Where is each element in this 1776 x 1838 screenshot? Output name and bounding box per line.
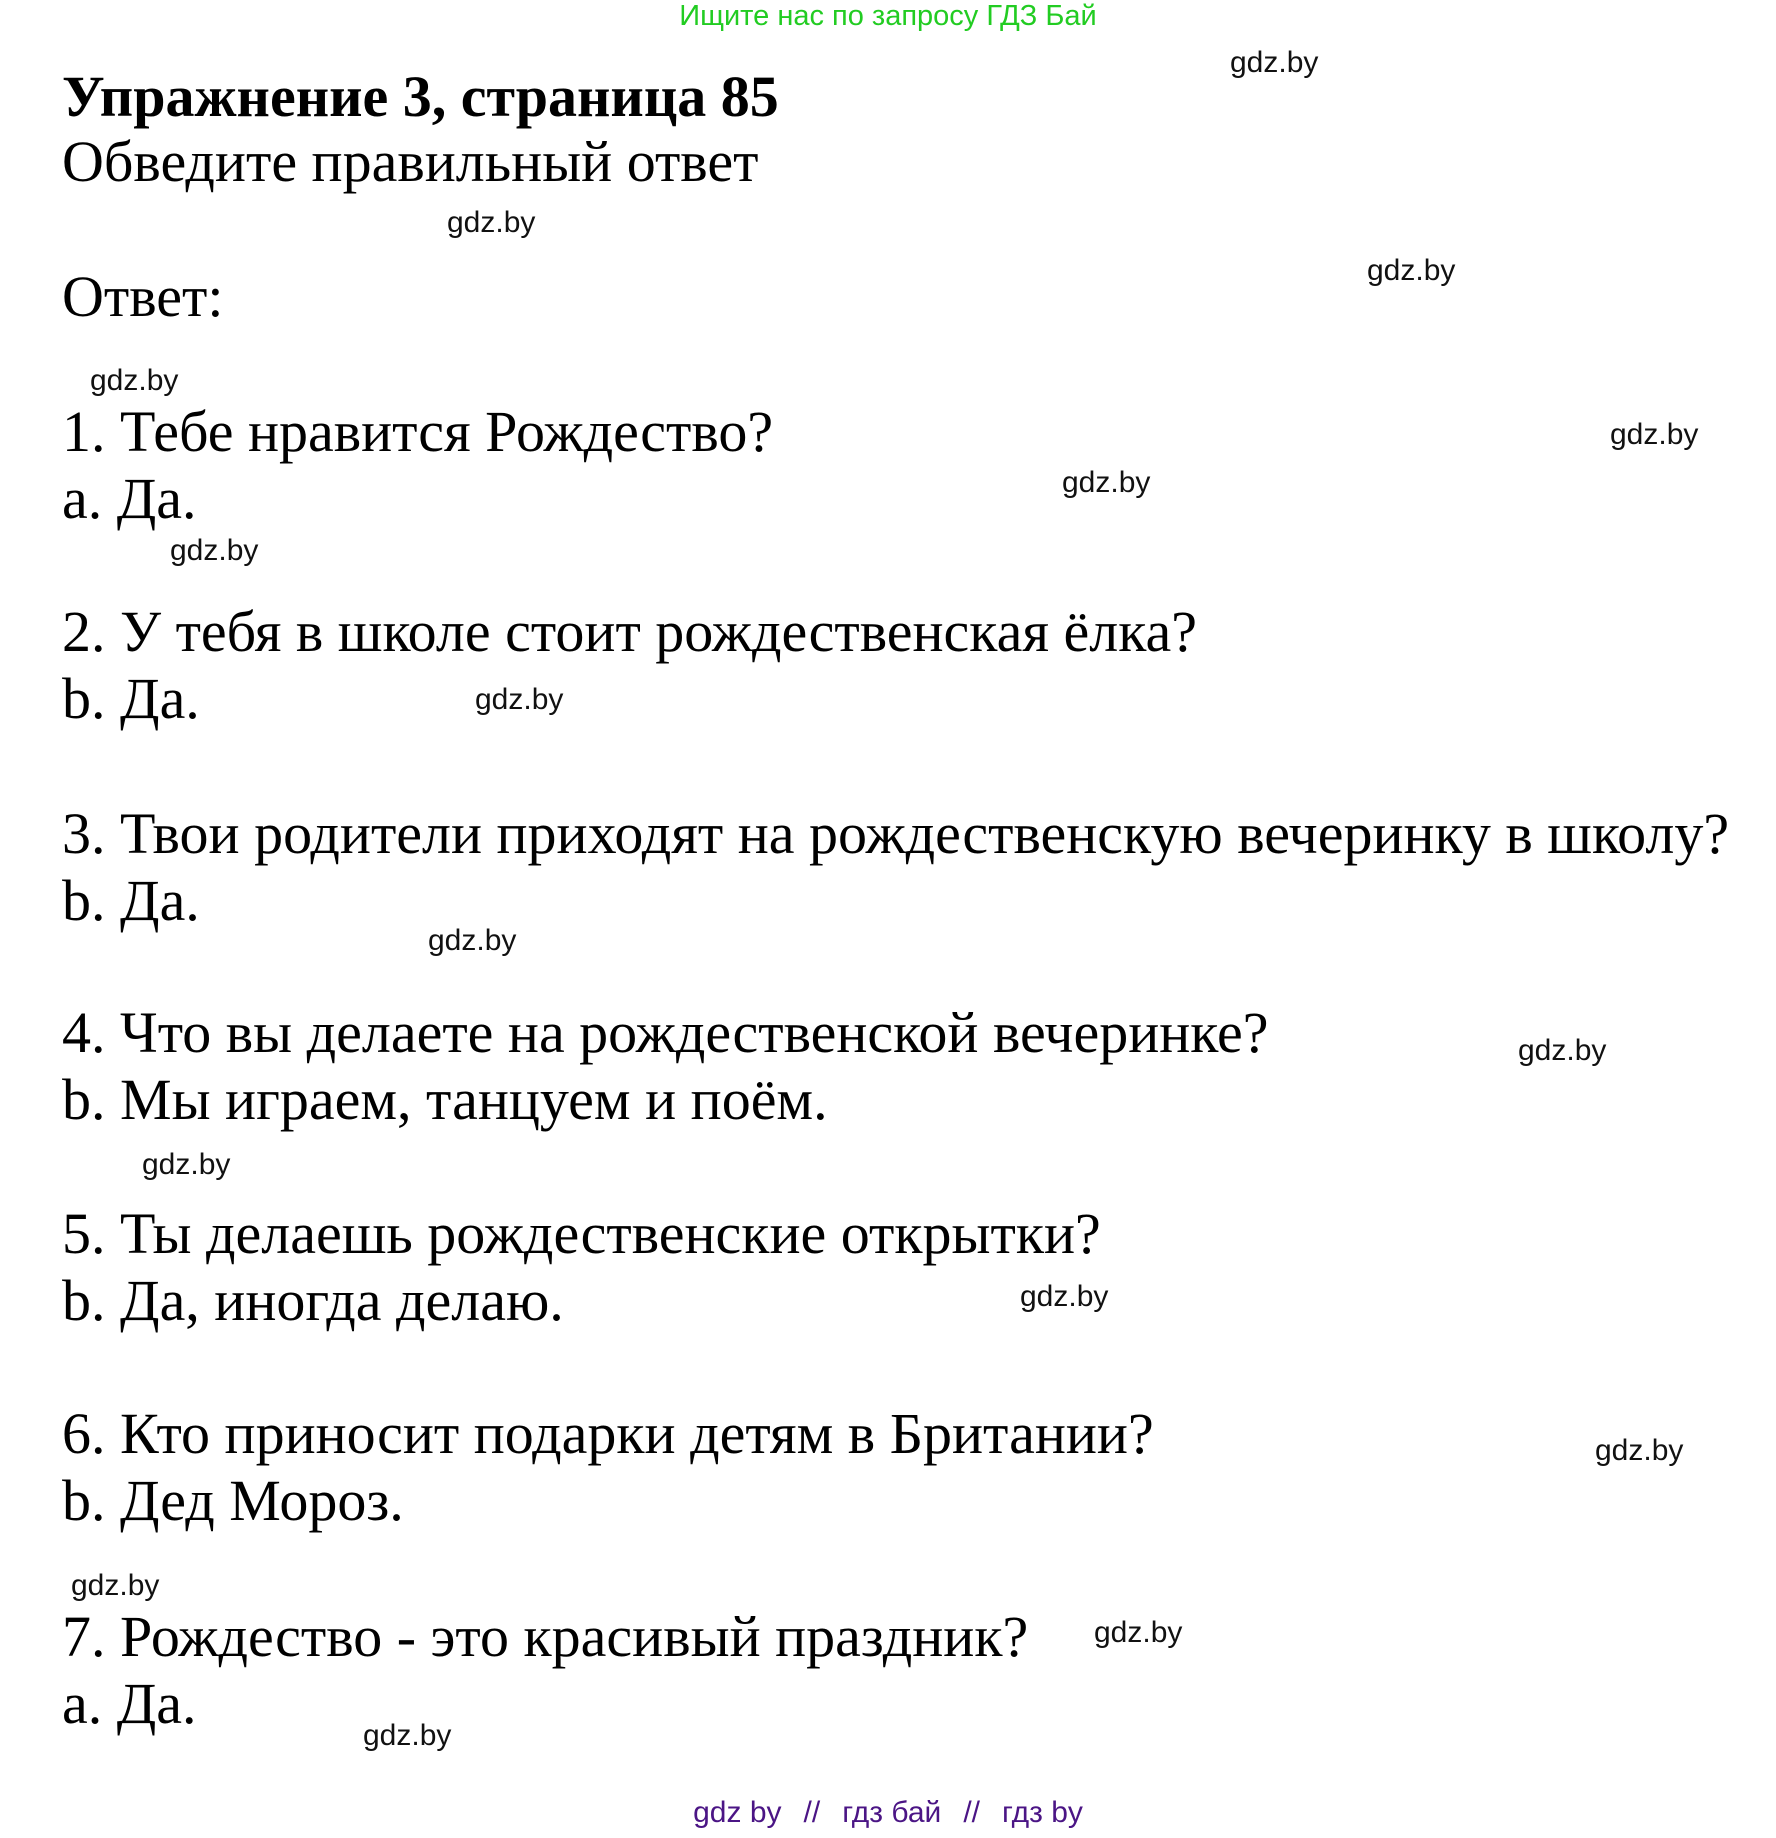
watermark: gdz.by <box>142 1148 231 1181</box>
watermark: gdz.by <box>428 924 517 957</box>
question-7: 7. Рождество - это красивый праздник? <box>62 1604 1029 1669</box>
watermark: gdz.by <box>71 1569 160 1602</box>
answer-3: b. Да. <box>62 868 200 933</box>
watermark: gdz.by <box>1610 418 1699 451</box>
question-2: 2. У тебя в школе стоит рождественская ёлка? <box>62 599 1197 664</box>
footer-link-gdz-by[interactable]: gdz by <box>693 1796 782 1829</box>
answer-4: b. Мы играем, танцуем и поём. <box>62 1067 828 1132</box>
answer-1: a. Да. <box>62 466 197 531</box>
watermark: gdz.by <box>1367 254 1456 287</box>
watermark: gdz.by <box>1230 46 1319 79</box>
answer-7: a. Да. <box>62 1671 197 1736</box>
footer-link-gdz-bai[interactable]: гдз бай <box>842 1796 942 1829</box>
search-banner[interactable]: Ищите нас по запросу ГДЗ Бай <box>679 0 1097 32</box>
watermark: gdz.by <box>170 534 259 567</box>
answer-2: b. Да. <box>62 666 200 731</box>
watermark: gdz.by <box>475 683 564 716</box>
question-5: 5. Ты делаешь рождественские открытки? <box>62 1201 1101 1266</box>
watermark: gdz.by <box>90 364 179 397</box>
question-3: 3. Твои родители приходят на рождественскую вечеринку в школу? <box>62 801 1730 866</box>
question-6: 6. Кто приносит подарки детям в Британии? <box>62 1401 1154 1466</box>
watermark: gdz.by <box>1518 1034 1607 1067</box>
watermark: gdz.by <box>1094 1616 1183 1649</box>
answer-label: Ответ: <box>62 264 224 329</box>
watermark: gdz.by <box>1595 1434 1684 1467</box>
question-4: 4. Что вы делаете на рождественской вечеринке? <box>62 1000 1269 1065</box>
watermark: gdz.by <box>1020 1280 1109 1313</box>
answer-5: b. Да, иногда делаю. <box>62 1268 564 1333</box>
watermark: gdz.by <box>447 206 536 239</box>
question-1: 1. Тебе нравится Рождество? <box>62 399 774 464</box>
footer-links <box>0 1798 1776 1828</box>
watermark: gdz.by <box>1062 466 1151 499</box>
watermark: gdz.by <box>363 1719 452 1752</box>
footer-separator: // <box>963 1796 980 1829</box>
footer-link-gdz-by-cyr[interactable]: гдз by <box>1002 1796 1083 1829</box>
instruction-text: Обведите правильный ответ <box>62 129 759 194</box>
footer-separator: // <box>803 1796 821 1829</box>
page-title: Упражнение 3, страница 85 <box>62 64 779 129</box>
answer-6: b. Дед Мороз. <box>62 1468 404 1533</box>
